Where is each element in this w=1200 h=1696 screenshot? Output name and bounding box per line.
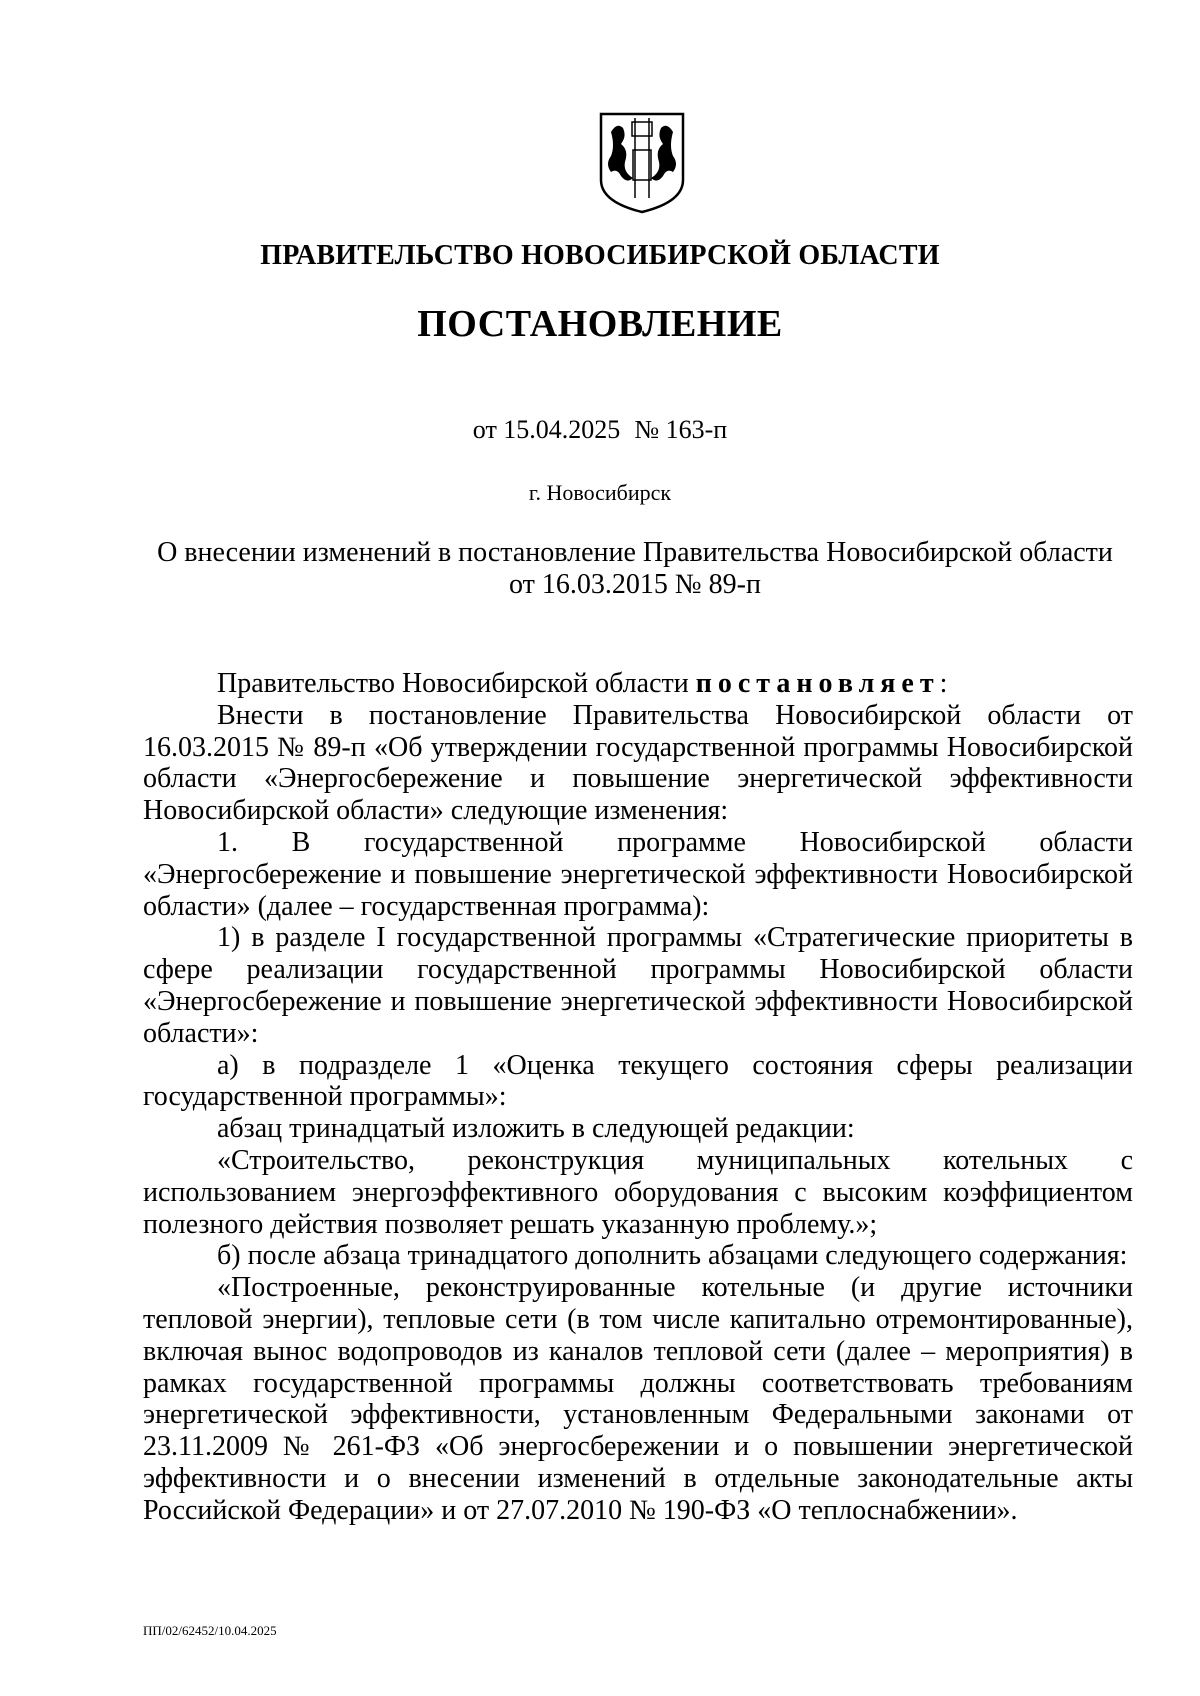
- body-intro: [143, 668, 1133, 700]
- subject-line-1: О внесении изменений в постановление Правительства Новосибирской области: [157, 537, 1113, 568]
- body-paragraph: 1) в разделе I государственной программы «Стратегические приоритеты в сфере реализации государственной программы Новосибирской области «Энергосбережение и повышение энергетической эффективности Новосибирской области»:: [143, 922, 1133, 1049]
- body-paragraph: абзац тринадцатый изложить в следующей редакции:: [217, 1113, 855, 1145]
- body-paragraph: а) в подразделе 1 «Оценка текущего состояния сферы реализации государственной программы»:: [143, 1049, 1133, 1113]
- body-paragraph: «Строительство, реконструкция муниципальных котельных с использованием энергоэффективного оборудования с высоким коэффициентом полезного действия позволяет решать указанную проблему.»;: [143, 1144, 1133, 1240]
- document-city: г. Новосибирск: [528, 480, 672, 505]
- organization-name: ПРАВИТЕЛЬСТВО НОВОСИБИРСКОЙ ОБЛАСТИ: [260, 240, 940, 271]
- intro-decision-word: постановляет: [695, 668, 940, 699]
- document-date: от 15.04.2025: [472, 415, 621, 444]
- body-paragraph: б) после абзаца тринадцатого дополнить абзацами следующего содержания:: [217, 1240, 1128, 1272]
- body-paragraph: «Построенные, реконструированные котельные (и другие источники тепловой энергии), тепловые сети (в том числе капитально отремонтированные), включая вынос водопроводов из каналов тепловой сети (далее – мероприятия) в рамках государственной программы должны соответствовать требованиям энергетической эффективности, установленным Федеральными законами от 23.11.2009 № 261-ФЗ «Об энергосбережении и о повышении энергетической эффективности и о внесении изменений в отдельные законодательные акты Российской Федерации» и от 27.07.2010 № 190-ФЗ «О теплоснабжении».: [143, 1272, 1133, 1526]
- coat-of-arms-icon: [597, 110, 687, 216]
- document-type-title: ПОСТАНОВЛЕНИЕ: [417, 303, 783, 345]
- body-paragraph: 1. В государственной программе Новосибирской области «Энергосбережение и повышение энергетической эффективности Новосибирской области» (далее – государственная программа):: [143, 826, 1133, 922]
- document-number: № 163-п: [634, 415, 728, 444]
- intro-colon: :: [939, 668, 948, 699]
- date-number-line: [0, 415, 1200, 445]
- document-body: [143, 668, 1133, 1527]
- intro-text: Правительство Новосибирской области: [217, 668, 696, 699]
- footer-code: ПП/02/62452/10.04.2025: [143, 1623, 277, 1638]
- document-subject: [140, 537, 1130, 601]
- body-paragraph: Внести в постановление Правительства Новосибирской области от 16.03.2015 № 89-п «Об утверждении государственной программы Новосибирской области «Энергосбережение и повышение энергетической эффективности Новосибирской области» следующие изменения:: [143, 699, 1133, 827]
- subject-line-2: от 16.03.2015 № 89-п: [509, 569, 761, 600]
